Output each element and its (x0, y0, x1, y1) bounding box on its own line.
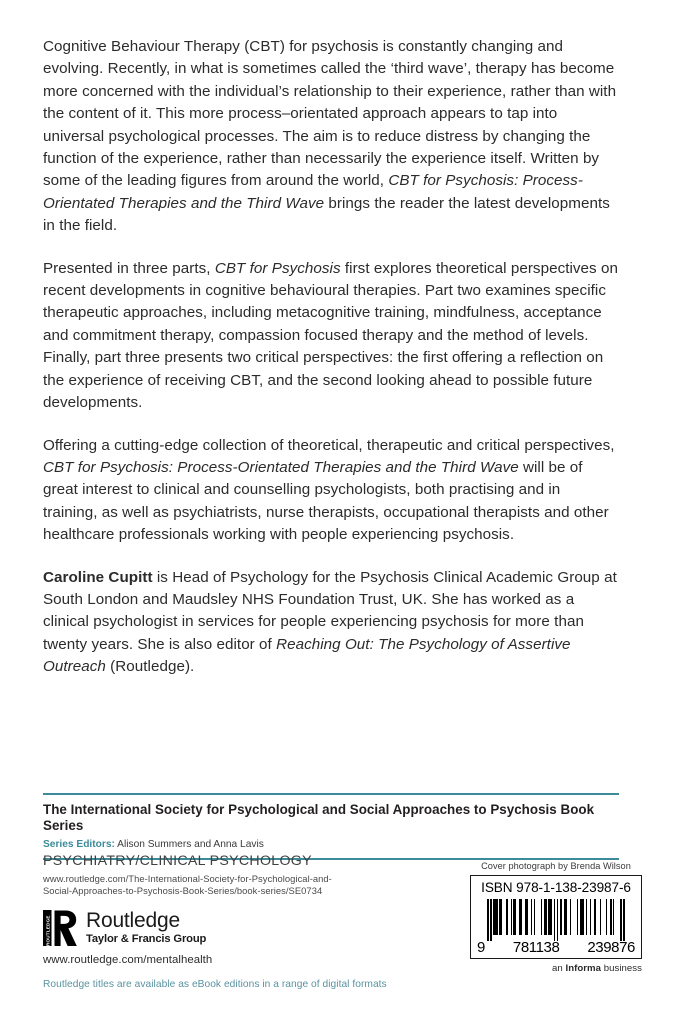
series-url-line-2: Social-Approaches-to-Psychosis-Book-Series/book-series/SE0734 (43, 885, 323, 897)
isbn-number: ISBN 978-1-138-23987-6 (481, 880, 631, 895)
author-other-book-title: Reaching Out: The Psychology of Assertive Outreach (43, 635, 571, 676)
informa-business-note (470, 963, 642, 974)
routledge-logo-text (86, 909, 206, 946)
author-bio-paragraph (43, 567, 619, 679)
blurb-section (43, 36, 619, 679)
ean-left-group: 781138 (512, 939, 560, 956)
series-title: The International Society for Psychological and Social Approaches to Psychosis Book Series (43, 802, 595, 833)
imprint-url: www.routledge.com/mentalhealth (43, 953, 213, 966)
blurb-p3-text-after: will be of great interest to clinical and counselling psychologists, both practising and in training, as well as psychiatrists, nurse therapists, occupational therapists and other healthcare professionals working with people experiencing psychosis. (43, 458, 609, 544)
ean-prefix-digit: 9 (477, 939, 485, 956)
informa-brand: Informa (565, 963, 602, 974)
routledge-logo-mark-icon (43, 909, 79, 947)
blurb-p2-book-title: CBT for Psychosis (214, 259, 341, 277)
cover-photograph-credit: Cover photograph by Brenda Wilson (481, 861, 631, 871)
routledge-wordmark: Routledge (86, 908, 180, 932)
author-bio-text-after: (Routledge). (105, 658, 195, 676)
blurb-p1-book-title: CBT for Psychosis: Process-Orientated Therapies and the Third Wave (43, 172, 583, 212)
series-editors (43, 838, 619, 851)
book-series-band (43, 793, 619, 860)
ean13-digits (476, 940, 636, 956)
author-bio-text-before: is Head of Psychology for the Psychosis Clinical Academic Group at South London and Maudsley NHS Foundation Trust, UK. She has worked as a clinical psychologist in services for people experiencing psychosis for more than twenty years. She is also editor of (43, 568, 617, 653)
blurb-paragraph-3 (43, 435, 619, 547)
blurb-p3-book-title: CBT for Psychosis: Process-Orientated Therapies and the Third Wave (43, 458, 519, 476)
blurb-p1-text-before: Cognitive Behaviour Therapy (CBT) for psychosis is constantly changing and evolving. Recently, in what is sometimes called the ‘third wave’, therapy has become more concerned with the individual’s relationship to their experience, rather than with the content of it. This more process–orientated approach appears to tap into universal psychological processes. The aim is to reduce distress by changing the function of the experience, rather than necessarily the experience itself. Written by some of the leading figures from around the world, (43, 38, 617, 190)
blurb-p2-text-after: first explores theoretical perspectives on recent developments in cognitive behavioural therapies. Part two examines specific therapeutic approaches, including metacognitive training, mindfulness, acceptance and commitment therapy, compassion focused therapy and the method of levels. Finally, part three presents two critical perspectives: the first offering a reflection on the experience of receiving CBT, and the second looking ahead to possible future developments. (43, 259, 618, 412)
ebook-availability-note: Routledge titles are available as eBook editions in a range of digital formats (43, 978, 387, 990)
blurb-p1-text-after: brings the reader the latest developments in the field. (43, 194, 610, 235)
blurb-paragraph-1 (43, 36, 619, 238)
ean13-barcode-icon (476, 899, 636, 941)
series-url-line-1: www.routledge.com/The-International-Society-for-Psychological-and- (43, 873, 332, 884)
informa-suffix: business (601, 963, 642, 974)
svg-text:ROUTLEDGE: ROUTLEDGE (45, 915, 51, 946)
blurb-p3-text-before: Offering a cutting-edge collection of theoretical, therapeutic and critical perspectives, (43, 436, 615, 454)
subject-category: PSYCHIATRY/CLINICAL PSYCHOLOGY (43, 853, 312, 869)
imprint-section (43, 853, 443, 990)
series-url (43, 873, 443, 898)
ean-right-group: 239876 (587, 939, 635, 956)
author-name: Caroline Cupitt (43, 568, 153, 586)
blurb-paragraph-2 (43, 258, 619, 415)
series-rule-top (43, 793, 619, 795)
series-editors-label: Series Editors: (43, 839, 115, 850)
taylor-francis-tagline: Taylor & Francis Group (86, 932, 207, 945)
series-editors-names: Alison Summers and Anna Lavis (114, 839, 264, 850)
blurb-p2-text-before: Presented in three parts, (43, 259, 215, 277)
barcode-section (470, 861, 642, 974)
informa-prefix: an (551, 963, 566, 974)
isbn-barcode-box (470, 875, 642, 959)
routledge-logo-lockup (43, 909, 443, 947)
